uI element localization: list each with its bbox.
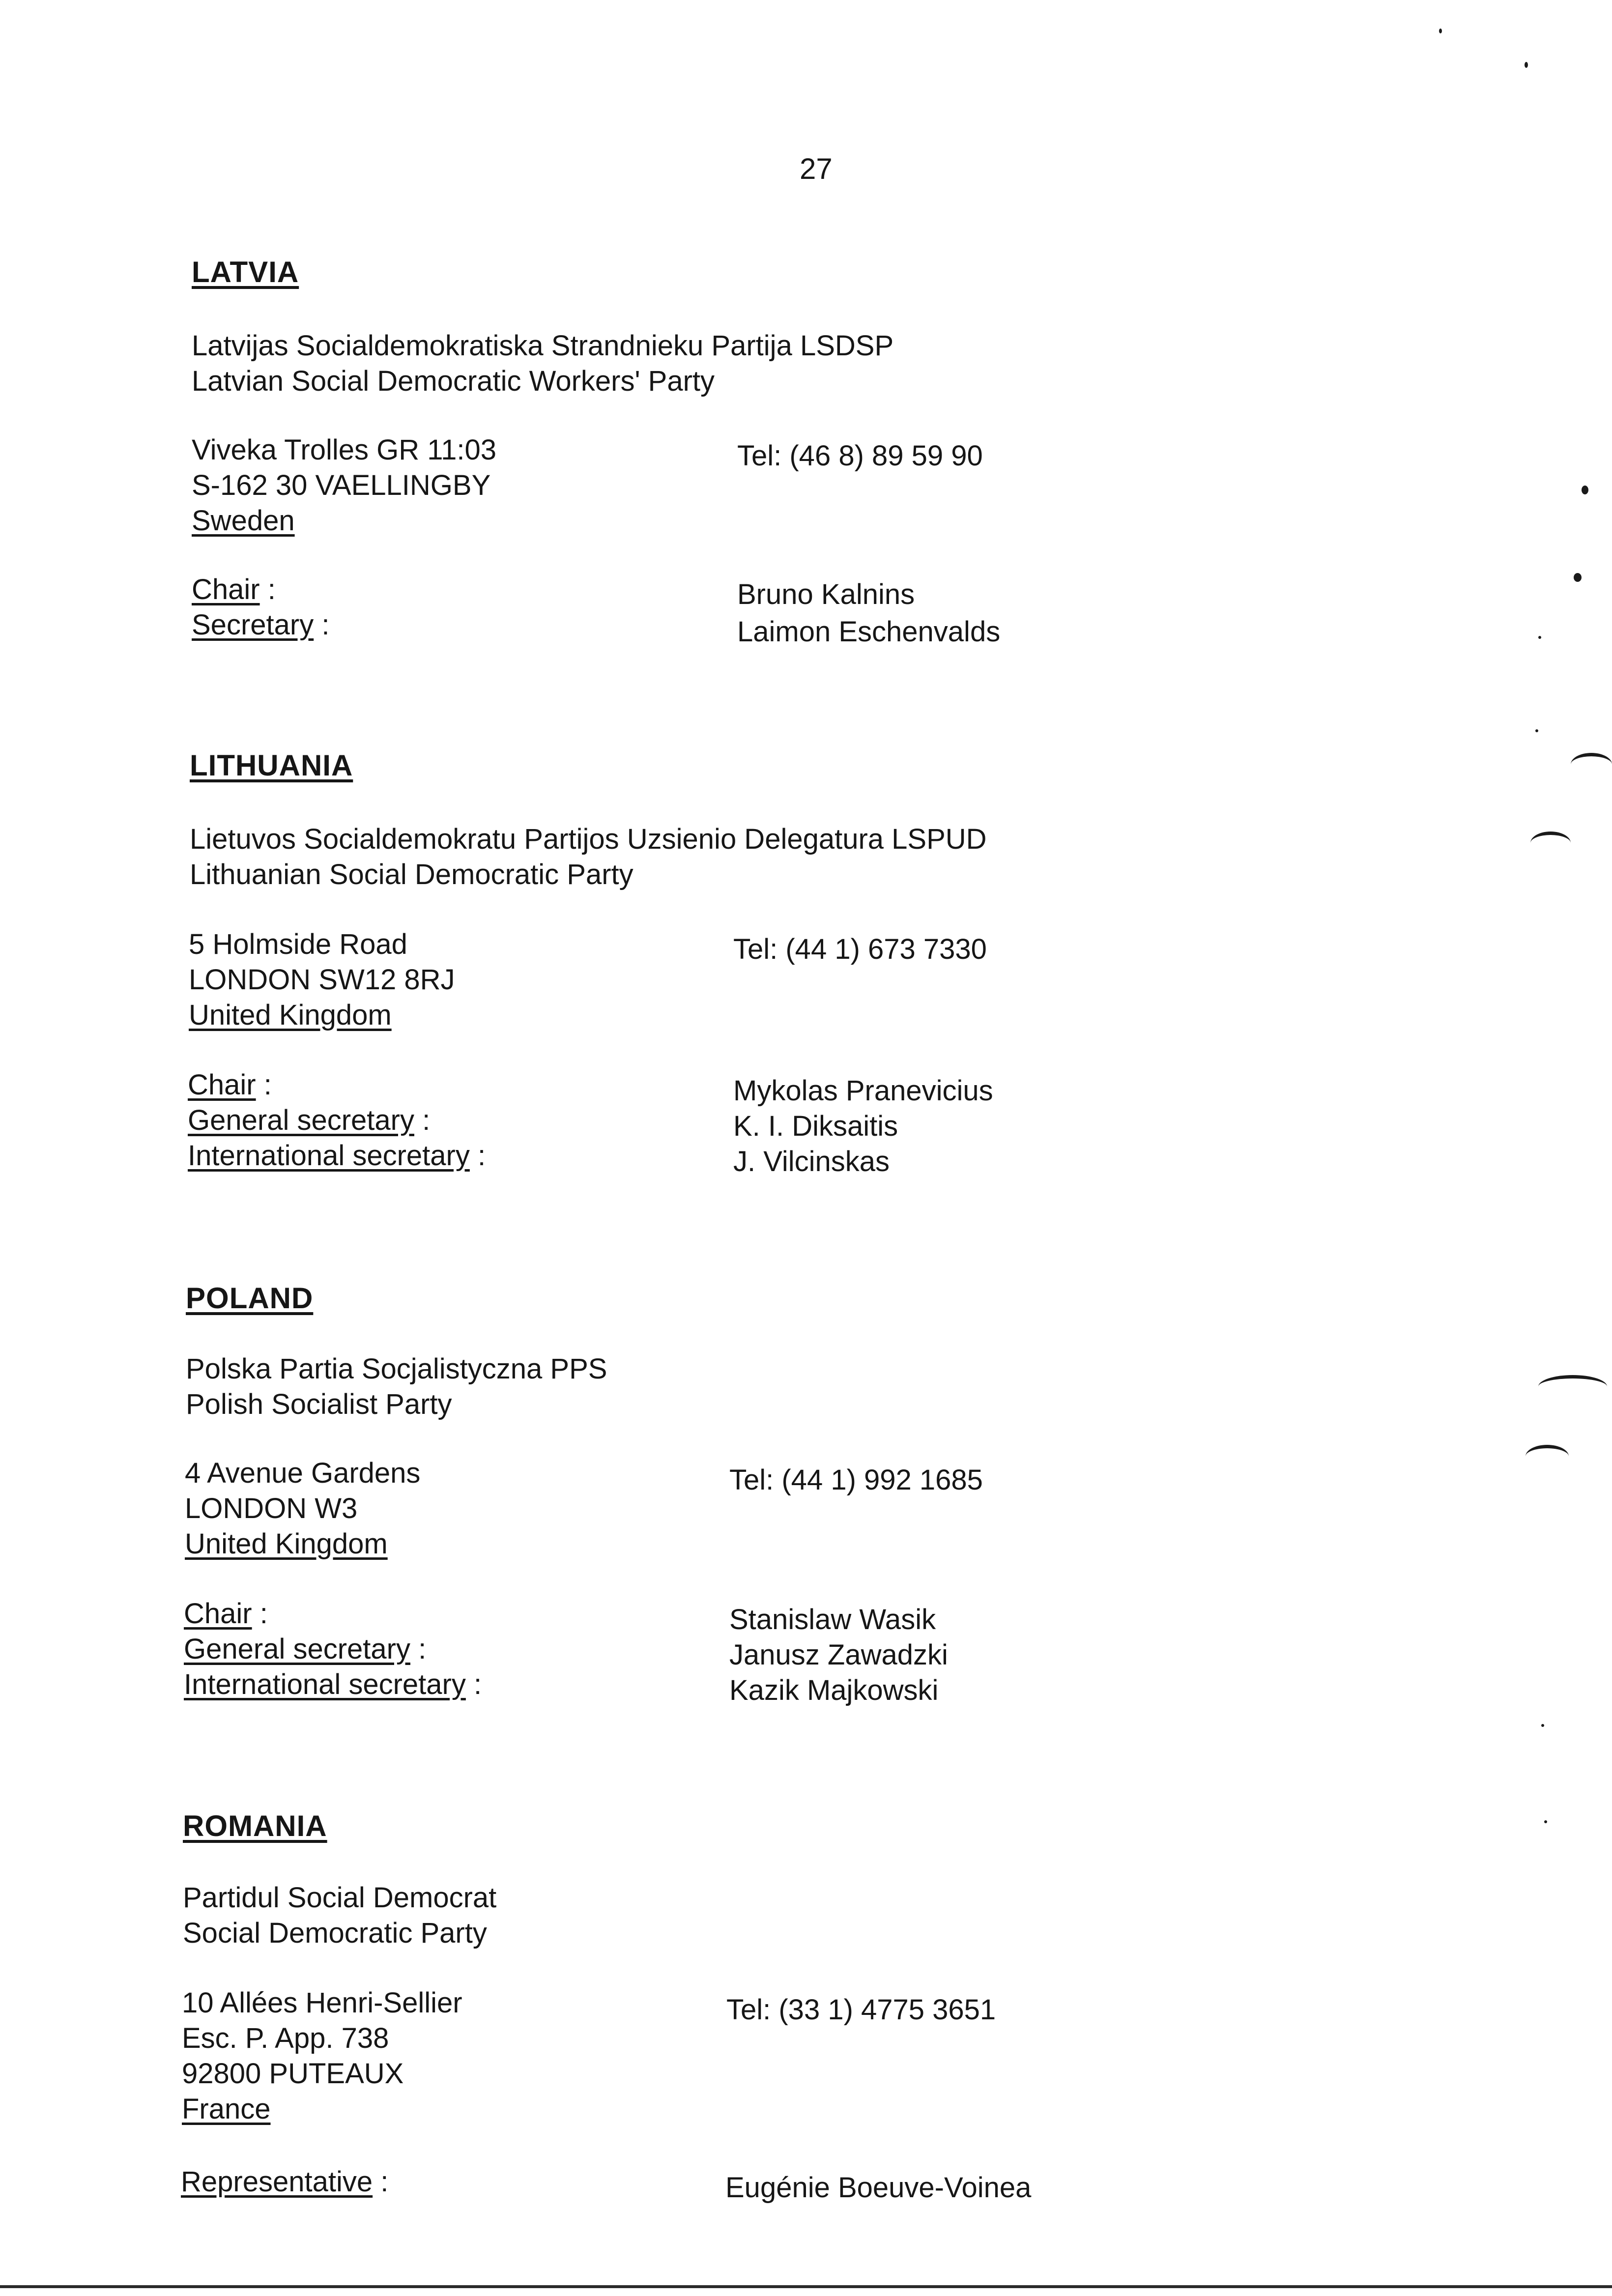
address-line: LONDON W3 <box>185 1492 358 1524</box>
scan-bottom-edge <box>0 2285 1612 2288</box>
address-line: Viveka Trolles GR 11:03 <box>192 434 497 466</box>
telephone: Tel: (44 1) 992 1685 <box>729 1464 983 1496</box>
officer-role: General secretary : <box>188 1104 431 1136</box>
scan-speck <box>1544 1820 1547 1823</box>
scan-speck <box>1439 29 1442 33</box>
party-name-local: Latvijas Socialdemokratiska Strandnieku Partija LSDSP <box>192 330 894 362</box>
scan-speck <box>1525 62 1528 68</box>
officer-name: Stanislaw Wasik <box>729 1604 936 1636</box>
binder-hole-mark <box>1526 1445 1569 1468</box>
party-name-english: Lithuanian Social Democratic Party <box>190 859 633 890</box>
scan-speck <box>1574 573 1582 582</box>
officer-name: Janusz Zawadzki <box>729 1639 948 1671</box>
officer-role: General secretary : <box>184 1633 427 1665</box>
address-line: 5 Holmside Road <box>189 928 407 960</box>
scan-speck <box>1541 1724 1544 1727</box>
officer-role: International secretary : <box>188 1140 486 1172</box>
officer-role-label: Representative <box>181 2166 373 2198</box>
binder-hole-mark <box>1530 832 1571 855</box>
party-name-local: Lietuvos Socialdemokratu Partijos Uzsienio Delegatura LSPUD <box>190 823 987 855</box>
party-name-local: Partidul Social Democrat <box>183 1882 497 1914</box>
scan-speck <box>1538 636 1541 639</box>
scan-speck <box>1535 729 1538 732</box>
page-number: 27 <box>800 152 833 185</box>
telephone: Tel: (46 8) 89 59 90 <box>737 440 983 472</box>
officer-role-label: Chair <box>184 1598 252 1630</box>
officer-name: Eugénie Boeuve-Voinea <box>725 2172 1032 2204</box>
officer-role-label: Chair <box>192 574 260 605</box>
officer-name: Laimon Eschenvalds <box>737 616 1001 648</box>
officer-name: Bruno Kalnins <box>737 578 915 610</box>
country-heading: LATVIA <box>192 256 299 288</box>
party-name-english: Social Democratic Party <box>183 1917 487 1949</box>
officer-role-label: General secretary <box>184 1633 410 1665</box>
address-line: 92800 PUTEAUX <box>182 2058 404 2090</box>
telephone: Tel: (44 1) 673 7330 <box>733 933 987 965</box>
officer-role-label: Chair <box>188 1069 256 1101</box>
address-line: LONDON SW12 8RJ <box>189 964 455 996</box>
officer-role: Chair : <box>184 1598 268 1630</box>
officer-role-label: General secretary <box>188 1104 414 1136</box>
officer-role: Secretary : <box>192 609 330 641</box>
party-name-english: Latvian Social Democratic Workers' Party <box>192 365 715 397</box>
officer-role: Chair : <box>188 1069 272 1101</box>
scan-speck <box>1582 486 1588 494</box>
party-name-local: Polska Partia Socjalistyczna PPS <box>186 1353 607 1385</box>
officer-name: Kazik Majkowski <box>729 1674 939 1706</box>
officer-role-label: International secretary <box>184 1668 466 1700</box>
address-country: France <box>182 2093 271 2125</box>
binder-hole-mark <box>1571 753 1612 776</box>
address-line: Esc. P. App. 738 <box>182 2022 389 2054</box>
address-line: S-162 30 VAELLINGBY <box>192 469 491 501</box>
binder-hole-mark <box>1538 1375 1607 1398</box>
officer-role: Representative : <box>181 2166 389 2198</box>
officer-role: International secretary : <box>184 1668 482 1700</box>
officer-name: J. Vilcinskas <box>733 1146 890 1177</box>
officer-role-label: Secretary <box>192 609 314 641</box>
country-heading: ROMANIA <box>183 1809 327 1842</box>
address-line: 10 Allées Henri-Sellier <box>182 1987 462 2019</box>
address-country: United Kingdom <box>189 999 392 1031</box>
address-line: 4 Avenue Gardens <box>185 1457 421 1489</box>
officer-role: Chair : <box>192 574 276 605</box>
country-heading: LITHUANIA <box>190 749 353 782</box>
officer-name: Mykolas Pranevicius <box>733 1075 993 1107</box>
officer-role-label: International secretary <box>188 1140 470 1172</box>
country-heading: POLAND <box>186 1282 314 1315</box>
address-country: Sweden <box>192 505 295 537</box>
address-country: United Kingdom <box>185 1528 388 1560</box>
party-name-english: Polish Socialist Party <box>186 1388 452 1420</box>
telephone: Tel: (33 1) 4775 3651 <box>726 1994 996 2026</box>
officer-name: K. I. Diksaitis <box>733 1110 898 1142</box>
